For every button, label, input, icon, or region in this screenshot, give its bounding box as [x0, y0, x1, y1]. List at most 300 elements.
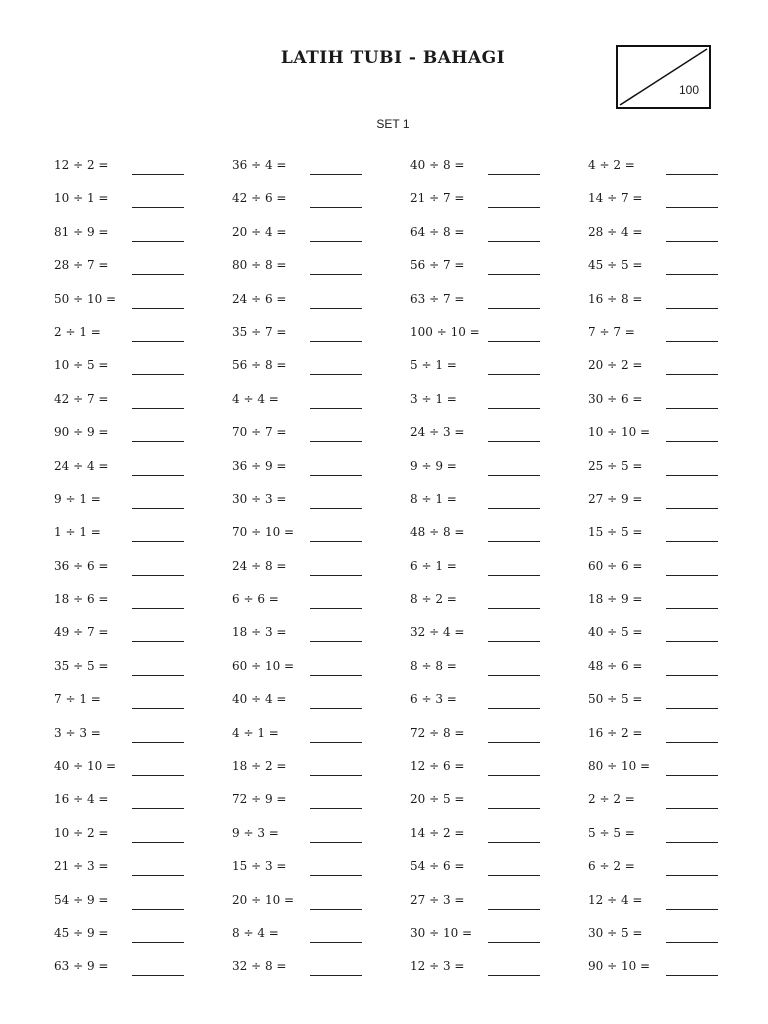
question-equation: 42 ÷ 6 = [232, 191, 287, 206]
question-item [410, 623, 588, 656]
question-equation: 40 ÷ 4 = [232, 692, 287, 707]
answer-blank[interactable] [310, 608, 362, 609]
question-equation: 4 ÷ 4 = [232, 391, 279, 406]
answer-blank[interactable] [310, 475, 362, 476]
answer-blank[interactable] [666, 575, 718, 576]
answer-blank[interactable] [132, 842, 184, 843]
question-item [54, 790, 232, 823]
question-item [54, 156, 232, 189]
answer-blank[interactable] [666, 742, 718, 743]
answer-blank[interactable] [666, 408, 718, 409]
question-equation: 9 ÷ 3 = [232, 825, 279, 840]
answer-blank[interactable] [132, 875, 184, 876]
answer-blank[interactable] [488, 909, 540, 910]
question-equation: 16 ÷ 2 = [588, 725, 643, 740]
answer-blank[interactable] [488, 942, 540, 943]
question-equation: 7 ÷ 7 = [588, 324, 635, 339]
question-item [410, 757, 588, 790]
question-item [232, 223, 410, 256]
question-item [410, 790, 588, 823]
question-item [588, 423, 766, 456]
question-item [588, 189, 766, 222]
question-item [232, 423, 410, 456]
answer-blank[interactable] [488, 875, 540, 876]
question-equation: 8 ÷ 2 = [410, 592, 457, 607]
question-item [54, 523, 232, 556]
question-item [232, 724, 410, 757]
answer-blank[interactable] [132, 174, 184, 175]
answer-blank[interactable] [666, 207, 718, 208]
question-equation: 14 ÷ 7 = [588, 191, 643, 206]
question-item [410, 390, 588, 423]
answer-blank[interactable] [132, 308, 184, 309]
question-equation: 18 ÷ 3 = [232, 625, 287, 640]
question-equation: 9 ÷ 9 = [410, 458, 457, 473]
answer-blank[interactable] [310, 374, 362, 375]
answer-blank[interactable] [488, 675, 540, 676]
question-equation: 30 ÷ 3 = [232, 491, 287, 506]
question-equation: 80 ÷ 8 = [232, 258, 287, 273]
answer-blank[interactable] [488, 374, 540, 375]
question-equation: 7 ÷ 1 = [54, 692, 101, 707]
question-equation: 80 ÷ 10 = [588, 759, 651, 774]
question-item [232, 690, 410, 723]
question-equation: 30 ÷ 5 = [588, 925, 643, 940]
question-equation: 1 ÷ 1 = [54, 525, 101, 540]
question-item [54, 557, 232, 590]
question-equation: 45 ÷ 9 = [54, 925, 109, 940]
question-equation: 70 ÷ 10 = [232, 525, 295, 540]
answer-blank[interactable] [132, 508, 184, 509]
answer-blank[interactable] [666, 808, 718, 809]
question-grid [54, 156, 766, 991]
answer-blank[interactable] [132, 341, 184, 342]
score-box [616, 45, 711, 109]
question-equation: 50 ÷ 5 = [588, 692, 643, 707]
question-item [232, 957, 410, 990]
answer-blank[interactable] [132, 207, 184, 208]
question-item [54, 757, 232, 790]
answer-blank[interactable] [488, 341, 540, 342]
answer-blank[interactable] [488, 575, 540, 576]
question-item [232, 290, 410, 323]
question-item [410, 724, 588, 757]
answer-blank[interactable] [666, 174, 718, 175]
answer-blank[interactable] [666, 608, 718, 609]
question-item [54, 290, 232, 323]
question-equation: 20 ÷ 10 = [232, 892, 295, 907]
question-equation: 40 ÷ 5 = [588, 625, 643, 640]
question-item [588, 390, 766, 423]
score-diagonal [618, 47, 709, 107]
question-item [232, 390, 410, 423]
question-item [54, 256, 232, 289]
question-equation: 25 ÷ 5 = [588, 458, 643, 473]
answer-blank[interactable] [666, 909, 718, 910]
answer-blank[interactable] [666, 641, 718, 642]
question-item [588, 156, 766, 189]
answer-blank[interactable] [666, 508, 718, 509]
question-item [54, 590, 232, 623]
question-item [410, 523, 588, 556]
question-item [588, 824, 766, 857]
answer-blank[interactable] [132, 975, 184, 976]
question-equation: 28 ÷ 7 = [54, 258, 109, 273]
question-equation: 12 ÷ 6 = [410, 759, 465, 774]
question-equation: 35 ÷ 5 = [54, 658, 109, 673]
answer-blank[interactable] [666, 241, 718, 242]
answer-blank[interactable] [132, 441, 184, 442]
question-item [232, 256, 410, 289]
answer-blank[interactable] [310, 341, 362, 342]
question-equation: 24 ÷ 3 = [410, 425, 465, 440]
question-item [54, 623, 232, 656]
answer-blank[interactable] [132, 608, 184, 609]
answer-blank[interactable] [488, 274, 540, 275]
question-item [588, 523, 766, 556]
question-equation: 49 ÷ 7 = [54, 625, 109, 640]
question-item [54, 824, 232, 857]
question-item [588, 590, 766, 623]
question-equation: 5 ÷ 5 = [588, 825, 635, 840]
answer-blank[interactable] [132, 942, 184, 943]
question-item [54, 390, 232, 423]
question-item [54, 189, 232, 222]
question-item [588, 323, 766, 356]
answer-blank[interactable] [666, 842, 718, 843]
answer-blank[interactable] [132, 675, 184, 676]
question-equation: 10 ÷ 2 = [54, 825, 109, 840]
answer-blank[interactable] [488, 475, 540, 476]
question-item [410, 924, 588, 957]
question-item [588, 457, 766, 490]
answer-blank[interactable] [666, 274, 718, 275]
answer-blank[interactable] [310, 909, 362, 910]
answer-blank[interactable] [488, 441, 540, 442]
question-item [410, 857, 588, 890]
question-equation: 20 ÷ 2 = [588, 358, 643, 373]
question-equation: 32 ÷ 8 = [232, 959, 287, 974]
question-equation: 24 ÷ 4 = [54, 458, 109, 473]
question-equation: 24 ÷ 6 = [232, 291, 287, 306]
question-equation: 4 ÷ 2 = [588, 158, 635, 172]
question-item [410, 557, 588, 590]
question-equation: 56 ÷ 7 = [410, 258, 465, 273]
answer-blank[interactable] [132, 775, 184, 776]
question-equation: 48 ÷ 8 = [410, 525, 465, 540]
answer-blank[interactable] [310, 842, 362, 843]
answer-blank[interactable] [310, 508, 362, 509]
question-equation: 8 ÷ 4 = [232, 925, 279, 940]
question-equation: 12 ÷ 4 = [588, 892, 643, 907]
answer-blank[interactable] [132, 708, 184, 709]
answer-blank[interactable] [310, 742, 362, 743]
question-item [410, 423, 588, 456]
question-item [232, 356, 410, 389]
question-item [232, 557, 410, 590]
answer-blank[interactable] [666, 374, 718, 375]
question-item [588, 223, 766, 256]
question-item [54, 857, 232, 890]
question-item [232, 757, 410, 790]
question-equation: 40 ÷ 10 = [54, 759, 117, 774]
question-equation: 21 ÷ 3 = [54, 859, 109, 874]
answer-blank[interactable] [310, 541, 362, 542]
question-item [410, 223, 588, 256]
question-item [410, 256, 588, 289]
question-equation: 16 ÷ 8 = [588, 291, 643, 306]
question-equation: 4 ÷ 1 = [232, 725, 279, 740]
question-equation: 18 ÷ 6 = [54, 592, 109, 607]
question-equation: 56 ÷ 8 = [232, 358, 287, 373]
question-item [232, 857, 410, 890]
answer-blank[interactable] [488, 408, 540, 409]
question-equation: 15 ÷ 3 = [232, 859, 287, 874]
question-equation: 72 ÷ 8 = [410, 725, 465, 740]
answer-blank[interactable] [488, 775, 540, 776]
answer-blank[interactable] [310, 675, 362, 676]
question-equation: 6 ÷ 2 = [588, 859, 635, 874]
answer-blank[interactable] [132, 475, 184, 476]
answer-blank[interactable] [666, 942, 718, 943]
question-equation: 8 ÷ 8 = [410, 658, 457, 673]
question-equation: 10 ÷ 10 = [588, 425, 651, 440]
question-item [54, 690, 232, 723]
answer-blank[interactable] [488, 842, 540, 843]
question-item [410, 490, 588, 523]
question-equation: 60 ÷ 6 = [588, 558, 643, 573]
answer-blank[interactable] [488, 808, 540, 809]
answer-blank[interactable] [488, 174, 540, 175]
question-equation: 15 ÷ 5 = [588, 525, 643, 540]
question-equation: 81 ÷ 9 = [54, 224, 109, 239]
answer-blank[interactable] [132, 808, 184, 809]
answer-blank[interactable] [488, 541, 540, 542]
question-item [588, 623, 766, 656]
question-equation: 24 ÷ 8 = [232, 558, 287, 573]
question-item [232, 189, 410, 222]
question-equation: 70 ÷ 7 = [232, 425, 287, 440]
question-equation: 16 ÷ 4 = [54, 792, 109, 807]
question-equation: 14 ÷ 2 = [410, 825, 465, 840]
answer-blank[interactable] [310, 241, 362, 242]
answer-blank[interactable] [132, 408, 184, 409]
answer-blank[interactable] [666, 875, 718, 876]
question-item [588, 790, 766, 823]
answer-blank[interactable] [310, 575, 362, 576]
question-equation: 90 ÷ 10 = [588, 959, 651, 974]
answer-blank[interactable] [488, 241, 540, 242]
question-item [588, 891, 766, 924]
question-item [232, 924, 410, 957]
question-item [410, 457, 588, 490]
answer-blank[interactable] [310, 174, 362, 175]
question-equation: 2 ÷ 2 = [588, 792, 635, 807]
answer-blank[interactable] [666, 775, 718, 776]
question-item [410, 356, 588, 389]
question-item [410, 156, 588, 189]
question-equation: 36 ÷ 4 = [232, 158, 287, 172]
question-equation: 6 ÷ 1 = [410, 558, 457, 573]
question-equation: 100 ÷ 10 = [410, 324, 480, 339]
question-equation: 20 ÷ 4 = [232, 224, 287, 239]
question-item [588, 490, 766, 523]
answer-blank[interactable] [310, 441, 362, 442]
answer-blank[interactable] [666, 308, 718, 309]
question-equation: 3 ÷ 3 = [54, 725, 101, 740]
question-equation: 12 ÷ 2 = [54, 158, 109, 172]
question-equation: 8 ÷ 1 = [410, 491, 457, 506]
question-item [588, 957, 766, 990]
question-item [54, 490, 232, 523]
question-item [54, 223, 232, 256]
question-item [54, 724, 232, 757]
question-equation: 18 ÷ 9 = [588, 592, 643, 607]
question-equation: 28 ÷ 4 = [588, 224, 643, 239]
question-item [588, 256, 766, 289]
answer-blank[interactable] [132, 742, 184, 743]
answer-blank[interactable] [666, 541, 718, 542]
answer-blank[interactable] [310, 775, 362, 776]
question-equation: 9 ÷ 1 = [54, 491, 101, 506]
answer-blank[interactable] [310, 641, 362, 642]
question-item [232, 824, 410, 857]
question-equation: 54 ÷ 9 = [54, 892, 109, 907]
question-item [410, 323, 588, 356]
answer-blank[interactable] [132, 241, 184, 242]
answer-blank[interactable] [310, 875, 362, 876]
worksheet-title: LATIH TUBI - BAHAGI [280, 48, 506, 68]
question-item [588, 757, 766, 790]
question-item [588, 690, 766, 723]
question-equation: 60 ÷ 10 = [232, 658, 295, 673]
answer-blank[interactable] [666, 441, 718, 442]
answer-blank[interactable] [666, 675, 718, 676]
question-equation: 63 ÷ 9 = [54, 959, 109, 974]
question-item [410, 957, 588, 990]
question-equation: 54 ÷ 6 = [410, 859, 465, 874]
question-item [232, 657, 410, 690]
question-equation: 32 ÷ 4 = [410, 625, 465, 640]
answer-blank[interactable] [488, 508, 540, 509]
question-item [232, 156, 410, 189]
question-equation: 27 ÷ 3 = [410, 892, 465, 907]
question-equation: 3 ÷ 1 = [410, 391, 457, 406]
answer-blank[interactable] [488, 975, 540, 976]
answer-blank[interactable] [132, 541, 184, 542]
answer-blank[interactable] [488, 742, 540, 743]
answer-blank[interactable] [132, 274, 184, 275]
question-item [232, 623, 410, 656]
question-equation: 45 ÷ 5 = [588, 258, 643, 273]
answer-blank[interactable] [132, 641, 184, 642]
answer-blank[interactable] [310, 308, 362, 309]
question-equation: 63 ÷ 7 = [410, 291, 465, 306]
question-item [54, 457, 232, 490]
question-equation: 50 ÷ 10 = [54, 291, 117, 306]
answer-blank[interactable] [666, 708, 718, 709]
question-equation: 12 ÷ 3 = [410, 959, 465, 974]
question-equation: 30 ÷ 10 = [410, 925, 473, 940]
answer-blank[interactable] [488, 641, 540, 642]
question-item [232, 590, 410, 623]
question-equation: 27 ÷ 9 = [588, 491, 643, 506]
answer-blank[interactable] [488, 207, 540, 208]
answer-blank[interactable] [310, 274, 362, 275]
question-item [588, 724, 766, 757]
question-item [410, 891, 588, 924]
question-item [410, 590, 588, 623]
answer-blank[interactable] [666, 975, 718, 976]
answer-blank[interactable] [488, 608, 540, 609]
answer-blank[interactable] [310, 708, 362, 709]
answer-blank[interactable] [488, 308, 540, 309]
question-item [54, 323, 232, 356]
question-item [410, 189, 588, 222]
question-equation: 36 ÷ 9 = [232, 458, 287, 473]
question-item [54, 657, 232, 690]
answer-blank[interactable] [666, 475, 718, 476]
question-item [232, 891, 410, 924]
answer-blank[interactable] [488, 708, 540, 709]
total-score: 100 [678, 83, 699, 97]
question-item [588, 356, 766, 389]
question-item [232, 523, 410, 556]
question-equation: 2 ÷ 1 = [54, 324, 101, 339]
question-item [54, 924, 232, 957]
answer-blank[interactable] [310, 207, 362, 208]
question-equation: 6 ÷ 6 = [232, 592, 279, 607]
question-equation: 10 ÷ 5 = [54, 358, 109, 373]
question-item [588, 857, 766, 890]
question-equation: 64 ÷ 8 = [410, 224, 465, 239]
question-item [232, 790, 410, 823]
question-item [588, 290, 766, 323]
question-equation: 10 ÷ 1 = [54, 191, 109, 206]
question-item [54, 957, 232, 990]
question-item [410, 657, 588, 690]
question-item [588, 924, 766, 957]
answer-blank[interactable] [310, 408, 362, 409]
question-equation: 40 ÷ 8 = [410, 158, 465, 172]
question-equation: 48 ÷ 6 = [588, 658, 643, 673]
answer-blank[interactable] [132, 374, 184, 375]
answer-blank[interactable] [666, 341, 718, 342]
question-item [410, 824, 588, 857]
question-item [232, 490, 410, 523]
question-item [410, 690, 588, 723]
question-equation: 21 ÷ 7 = [410, 191, 465, 206]
answer-blank[interactable] [310, 975, 362, 976]
question-equation: 90 ÷ 9 = [54, 425, 109, 440]
question-item [588, 657, 766, 690]
question-item [54, 423, 232, 456]
question-item [54, 356, 232, 389]
question-equation: 20 ÷ 5 = [410, 792, 465, 807]
answer-blank[interactable] [310, 808, 362, 809]
answer-blank[interactable] [310, 942, 362, 943]
question-equation: 30 ÷ 6 = [588, 391, 643, 406]
question-equation: 6 ÷ 3 = [410, 692, 457, 707]
set-label: SET 1 [376, 117, 410, 131]
question-item [410, 290, 588, 323]
answer-blank[interactable] [132, 909, 184, 910]
question-item [232, 457, 410, 490]
question-equation: 72 ÷ 9 = [232, 792, 287, 807]
question-equation: 42 ÷ 7 = [54, 391, 109, 406]
question-item [588, 557, 766, 590]
answer-blank[interactable] [132, 575, 184, 576]
